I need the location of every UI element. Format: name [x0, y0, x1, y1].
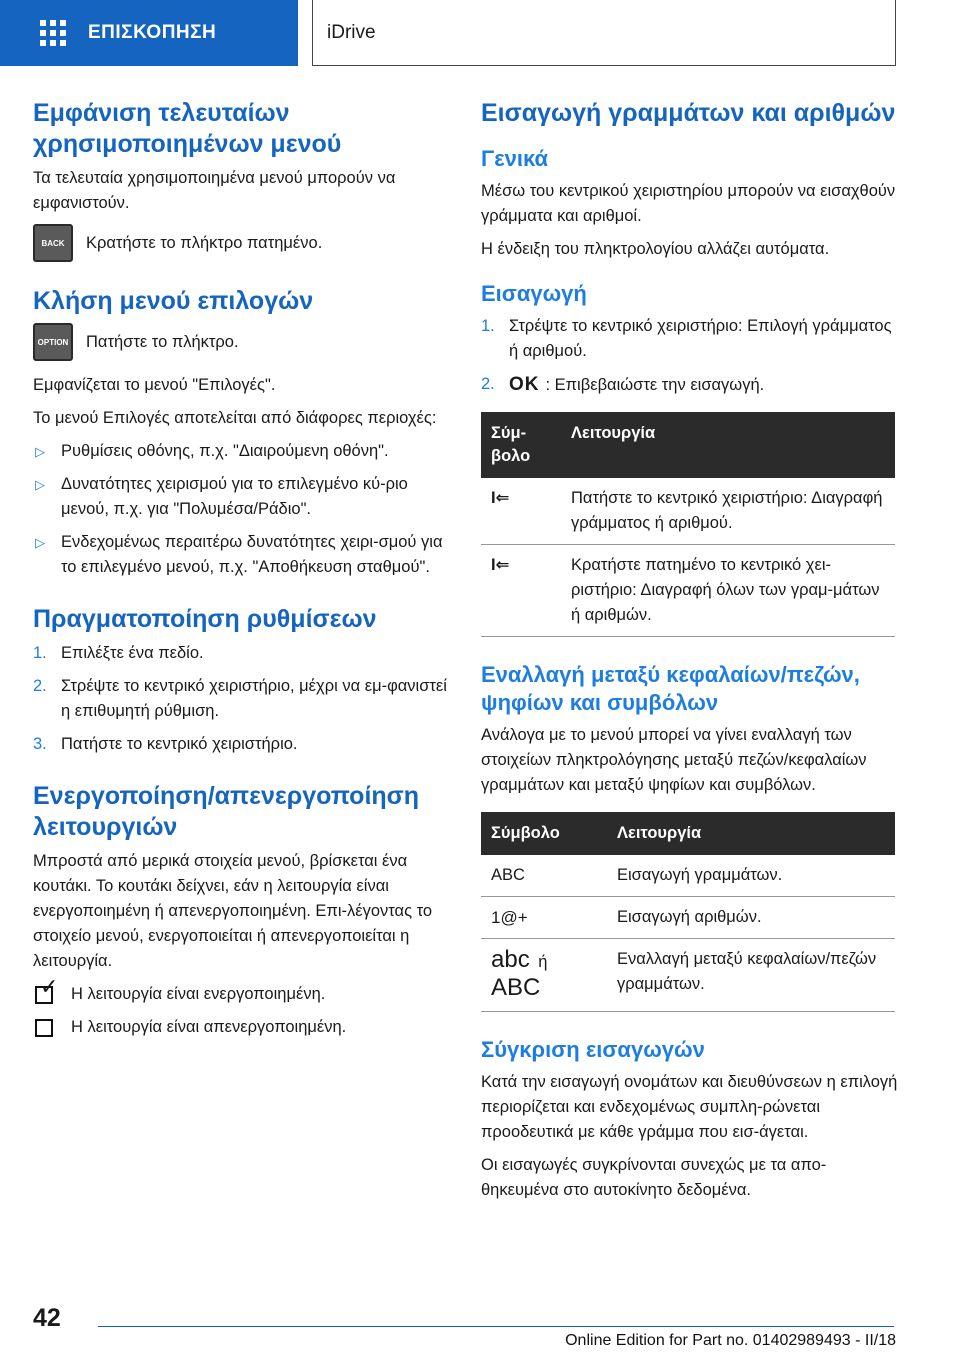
table-row: I⇐ Κρατήστε πατημένο το κεντρικό χει-ριστήριο: Διαγραφή όλων των γραμ-μάτων ή αριθμών.	[481, 545, 895, 637]
section-title: Εμφάνιση τελευταίων χρησιμοποιημένων μενού	[33, 99, 342, 158]
numbered-list	[481, 314, 901, 398]
chapter-title: iDrive	[312, 0, 896, 66]
section-title: Πραγματοποίηση ρυθμίσεων	[33, 605, 377, 633]
page-number: 42	[33, 1304, 61, 1332]
triangle-bullet-icon: ▷	[35, 477, 45, 492]
checkbox-legend-on: ✓ Η λειτουργία είναι ενεργοποιημένη.	[33, 982, 453, 1007]
paragraph: Κατά την εισαγωγή ονομάτων και διευθύνσεων η επιλογή περιορίζεται και ενδεχομένως συμπλη-ρώνεται προοδευτικά με κάθε γράμμα που εισ-άγεται.	[481, 1073, 898, 1141]
subsection-title: Σύγκριση εισαγωγών	[481, 1037, 705, 1062]
overview-tab-label: ΕΠΙΣΚΟΠΗΣΗ	[88, 22, 217, 43]
section-title: Εισαγωγή γραμμάτων και αριθμών	[481, 99, 896, 127]
key-instruction	[33, 224, 453, 262]
section-recent-menus	[33, 98, 453, 262]
key-instruction	[33, 323, 453, 361]
right-column	[481, 98, 901, 1211]
table-row: ABC Εισαγωγή γραμμάτων.	[481, 855, 895, 897]
list-item: 1. Στρέψτε το κεντρικό χειριστήριο: Επιλογή γράμματος ή αριθμού.	[481, 317, 892, 360]
delete-icon: I⇐	[481, 478, 561, 545]
paragraph: Ανάλογα με το μενού μπορεί να γίνει εναλλαγή των στοιχείων πληκτρολόγησης μεταξύ πεζών/κεφαλαίων γραμμάτων και μεταξύ ψηφίων και συμβόλων.	[481, 726, 867, 794]
letters-icon: ABC	[481, 855, 607, 897]
triangle-bullet-icon: ▷	[35, 444, 45, 459]
table-header: Λειτουργία	[561, 412, 895, 478]
triangle-bullet-icon: ▷	[35, 535, 45, 550]
ok-icon: OK	[509, 374, 540, 395]
subsection-title: Εναλλαγή μεταξύ κεφαλαίων/πεζών, ψηφίων και συμβόλων	[481, 662, 860, 715]
option-key-icon: OPTION	[33, 323, 73, 361]
overview-tab[interactable]	[0, 0, 298, 66]
key-instruction-text: Πατήστε το πλήκτρο.	[86, 332, 239, 351]
list-item: ▷ Ρυθμίσεις οθόνης, π.χ. "Διαιρούμενη οθόνη".	[33, 439, 453, 464]
left-column	[33, 98, 453, 1064]
section-case-switch	[481, 661, 901, 1012]
subsection-title: Γενικά	[481, 146, 549, 171]
paragraph: Μπροστά από μερικά στοιχεία μενού, βρίσκεται ένα κουτάκι. Το κουτάκι δείχνει, εάν η λειτουργία είναι ενεργοποιημένη ή απενεργοποιημένη. Επι-λέγοντας το στοιχείο μενού, ενεργοποιείται ή απενεργοποιείται η λειτουργία.	[33, 852, 433, 970]
numbers-icon: 1@+	[481, 897, 607, 939]
section-options-menu	[33, 286, 453, 580]
section-text-entry	[481, 98, 901, 637]
bullet-list	[33, 439, 453, 580]
symbol-table-input-mode	[481, 812, 895, 1012]
table-header: Λειτουργία	[607, 812, 895, 855]
section-title: Ενεργοποίηση/απενεργοποίηση λειτουργιών	[33, 782, 420, 841]
subsection-title: Εισαγωγή	[481, 281, 587, 306]
table-header: Σύμβολο	[481, 812, 607, 855]
table-row: 1@+ Εισαγωγή αριθμών.	[481, 897, 895, 939]
list-item: ▷ Ενδεχομένως περαιτέρω δυνατότητες χειρι-σμού για το επιλεγμένο μενού, π.χ. "Αποθήκευση σταθμού".	[33, 530, 453, 580]
section-settings	[33, 604, 453, 757]
table-header: Σύμ-βολο	[481, 412, 561, 478]
table-row: I⇐ Πατήστε το κεντρικό χειριστήριο: Διαγραφή γράμματος ή αριθμού.	[481, 478, 895, 545]
delete-icon: I⇐	[481, 545, 561, 637]
edition-note: Online Edition for Part no. 01402989493 - II/18	[565, 1332, 896, 1349]
paragraph: Τα τελευταία χρησιμοποιημένα μενού μπορούν να εμφανιστούν.	[33, 169, 396, 212]
section-toggle-functions	[33, 781, 453, 1040]
footer-divider	[98, 1326, 894, 1327]
grid-icon	[40, 20, 66, 46]
symbol-table-delete	[481, 412, 895, 637]
list-item: 2. Στρέψτε το κεντρικό χειριστήριο, μέχρι να εμ-φανιστεί η επιθυμητή ρύθμιση.	[33, 677, 447, 720]
page-header	[0, 0, 960, 66]
list-item: 2. OK : Επιβεβαιώστε την εισαγωγή.	[481, 374, 765, 395]
list-item: 3. Πατήστε το κεντρικό χειριστήριο.	[33, 735, 298, 753]
case-switch-icon: abc ή ABC	[481, 939, 607, 1012]
checkbox-empty-icon	[35, 1019, 53, 1037]
page-footer	[0, 1296, 960, 1362]
section-entry-comparison	[481, 1036, 901, 1203]
checkbox-checked-icon: ✓	[35, 986, 53, 1004]
section-title: Κλήση μενού επιλογών	[33, 287, 314, 315]
list-item: ▷ Δυνατότητες χειρισμού για το επιλεγμένο κύ-ριο μενού, π.χ. για "Πολυμέσα/Ράδιο".	[33, 472, 453, 522]
list-item: 1. Επιλέξτε ένα πεδίο.	[33, 644, 204, 662]
paragraph: Η ένδειξη του πληκτρολογίου αλλάζει αυτόματα.	[481, 240, 830, 258]
paragraph: Μέσω του κεντρικού χειριστηρίου μπορούν να εισαχθούν γράμματα και αριθμοί.	[481, 182, 896, 225]
back-key-icon: BACK	[33, 224, 73, 262]
key-instruction-text: Κρατήστε το πλήκτρο πατημένο.	[86, 233, 323, 252]
paragraph: Το μενού Επιλογές αποτελείται από διάφορες περιοχές:	[33, 409, 437, 427]
numbered-list	[33, 641, 453, 757]
checkbox-legend-off: Η λειτουργία είναι απενεργοποιημένη.	[33, 1015, 453, 1040]
table-row: abc ή ABC Εναλλαγή μεταξύ κεφαλαίων/πεζών γραμμάτων.	[481, 939, 895, 1012]
paragraph: Οι εισαγωγές συγκρίνονται συνεχώς με τα απο-θηκευμένα στο αυτοκίνητο δεδομένα.	[481, 1156, 827, 1199]
paragraph: Εμφανίζεται το μενού "Επιλογές".	[33, 376, 276, 394]
